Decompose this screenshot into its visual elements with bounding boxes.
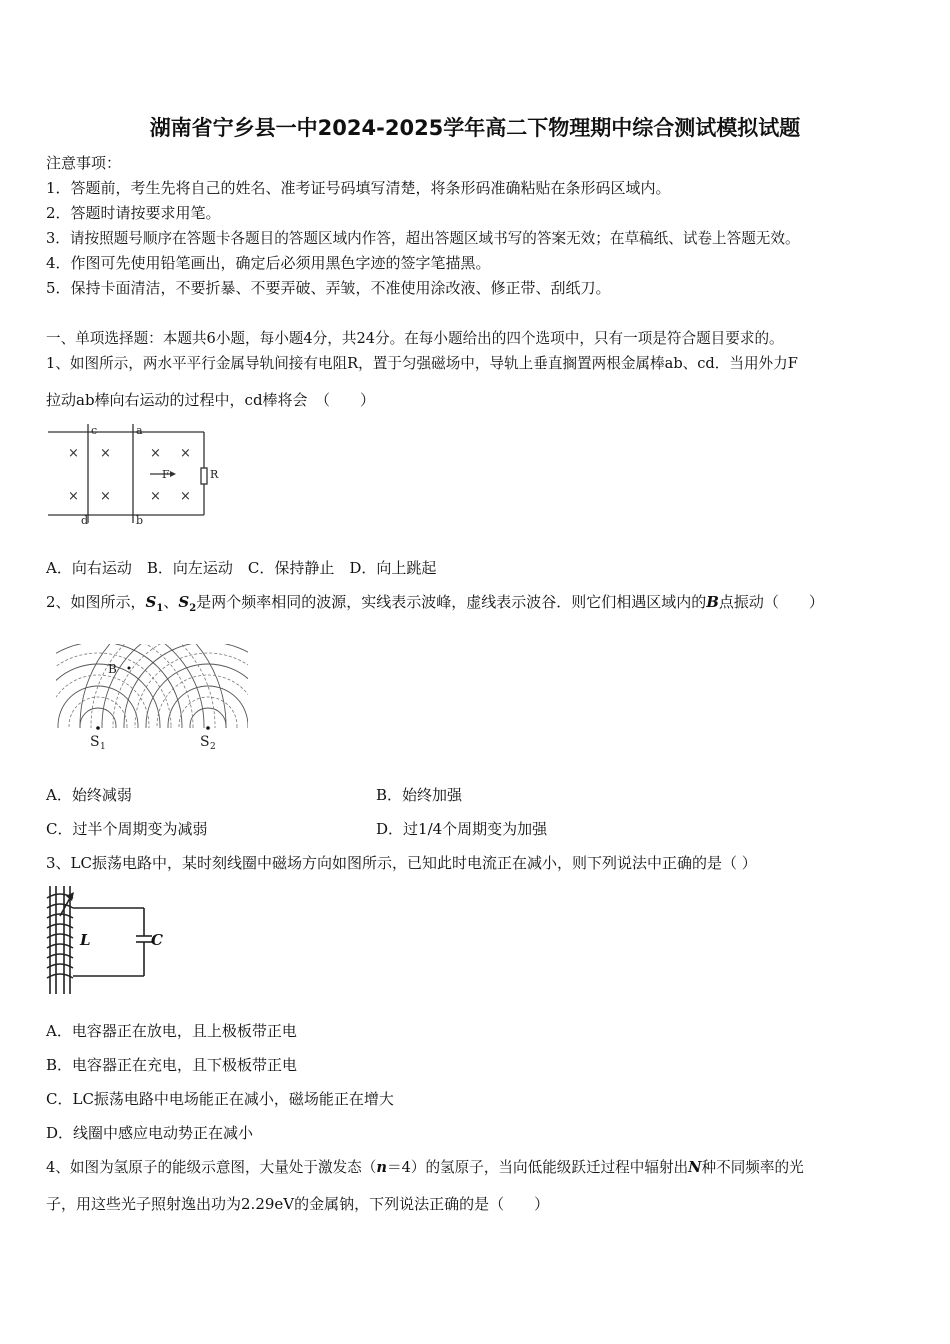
- field-cross: ×: [68, 446, 79, 461]
- q4-text-b: ＝4）的氢原子，当向低能级跃迁过程中辐射出: [386, 1159, 689, 1176]
- q2-b-var: B: [706, 593, 719, 611]
- label-B: B: [108, 662, 117, 676]
- field-cross: ×: [150, 446, 161, 461]
- notice-item: 4．作图可先使用铅笔画出，确定后必须用黑色字迹的签字笔描黑。: [46, 254, 491, 272]
- q1-options: A．向右运动 B．向左运动 C．保持静止 D．向上跳起: [46, 559, 437, 577]
- q2-option-c: C．过半个周期变为减弱: [46, 820, 208, 838]
- q4-n-var: n: [376, 1159, 387, 1176]
- q3-stem: 3、LC振荡电路中，某时刻线圈中磁场方向如图所示，已知此时电流正在减小，则下列说法中正确的是（ ）: [46, 854, 757, 872]
- label-b: b: [136, 514, 144, 527]
- label-S2: S: [200, 734, 210, 750]
- q4-stem-line2: 子，用这些光子照射逸出功为2.29eV的金属钠，下列说法正确的是（ ）: [46, 1195, 550, 1213]
- q2-wave-figure: [56, 640, 251, 755]
- q4-text-a: 4、如图为氢原子的能级示意图，大量处于激发态（: [46, 1159, 377, 1176]
- q2-s2: S: [178, 593, 190, 611]
- q1-rails-figure: [46, 422, 226, 528]
- label-a: a: [136, 424, 143, 437]
- field-cross: ×: [100, 489, 111, 504]
- q2-text-b: 是两个频率相同的波源，实线表示波峰，虚线表示波谷．则它们相遇区域内的: [196, 593, 707, 611]
- q2-text-c: 点振动（ ）: [718, 593, 824, 611]
- notice-item: 3．请按照题号顺序在答题卡各题目的答题区域内作答，超出答题区域书写的答案无效；在草稿纸、试卷上答题无效。: [46, 230, 800, 247]
- q3-option-c: C．LC振荡电路中电场能正在减小，磁场能正在增大: [46, 1090, 394, 1108]
- q3-option-a: A．电容器正在放电，且上极板带正电: [46, 1022, 297, 1040]
- notice-item: 2．答题时请按要求用笔。: [46, 204, 221, 222]
- q2-text-a: 2、如图所示，: [46, 593, 146, 611]
- label-S1-sub: 1: [100, 742, 106, 752]
- label-S2-sub: 2: [210, 742, 216, 752]
- label-R: R: [210, 468, 219, 481]
- label-S1: S: [90, 734, 100, 750]
- field-cross: ×: [150, 489, 161, 504]
- notice-heading: 注意事项：: [46, 154, 122, 172]
- page-title: 湖南省宁乡县一中2024-2025学年高二下物理期中综合测试模拟试题: [149, 116, 801, 140]
- notice-item: 5．保持卡面清洁，不要折暴、不要弄破、弄皱，不准使用涂改液、修正带、刮纸刀。: [46, 279, 611, 297]
- label-C: C: [151, 931, 163, 949]
- q4-text-c: 种不同频率的光: [701, 1159, 804, 1176]
- label-d: d: [81, 514, 89, 527]
- q2-option-a: A．始终减弱: [46, 786, 132, 804]
- q2-option-d: D．过1/4个周期变为加强: [376, 820, 548, 838]
- q3-option-d: D．线圈中感应电动势正在减小: [46, 1124, 254, 1142]
- notice-item: 1．答题前，考生先将自己的姓名、准考证号码填写清楚，将条形码准确粘贴在条形码区域内。: [46, 179, 671, 197]
- q3-option-b: B．电容器正在充电，且下极板带正电: [46, 1056, 298, 1074]
- q4-N-var: N: [688, 1159, 702, 1176]
- label-L: L: [80, 931, 91, 949]
- field-cross: ×: [180, 446, 191, 461]
- q2-sep: 、: [163, 593, 179, 611]
- q1-stem-line2: 拉动ab棒向右运动的过程中，cd棒将会 （ ）: [46, 391, 376, 409]
- q2-s2-sub: 2: [189, 603, 197, 614]
- field-cross: ×: [180, 489, 191, 504]
- label-F: F: [162, 468, 170, 481]
- section-heading: 一、单项选择题：本题共6小题，每小题4分，共24分。在每小题给出的四个选项中，只有一项是符合题目要求的。: [46, 330, 784, 347]
- label-c: c: [91, 424, 98, 437]
- field-cross: ×: [68, 489, 79, 504]
- q4-stem-line1: [46, 1156, 804, 1177]
- q3-lc-figure: [44, 884, 174, 998]
- q2-s1-sub: 1: [156, 603, 164, 614]
- field-cross: ×: [100, 446, 111, 461]
- q1-stem-line1: 1、如图所示，两水平平行金属导轨间接有电阻R，置于匀强磁场中，导轨上垂直搁置两根金属棒ab、cd．当用外力F: [46, 355, 798, 372]
- q2-s1: S: [145, 593, 157, 611]
- q2-option-b: B．始终加强: [376, 786, 463, 804]
- q2-stem: [46, 591, 824, 614]
